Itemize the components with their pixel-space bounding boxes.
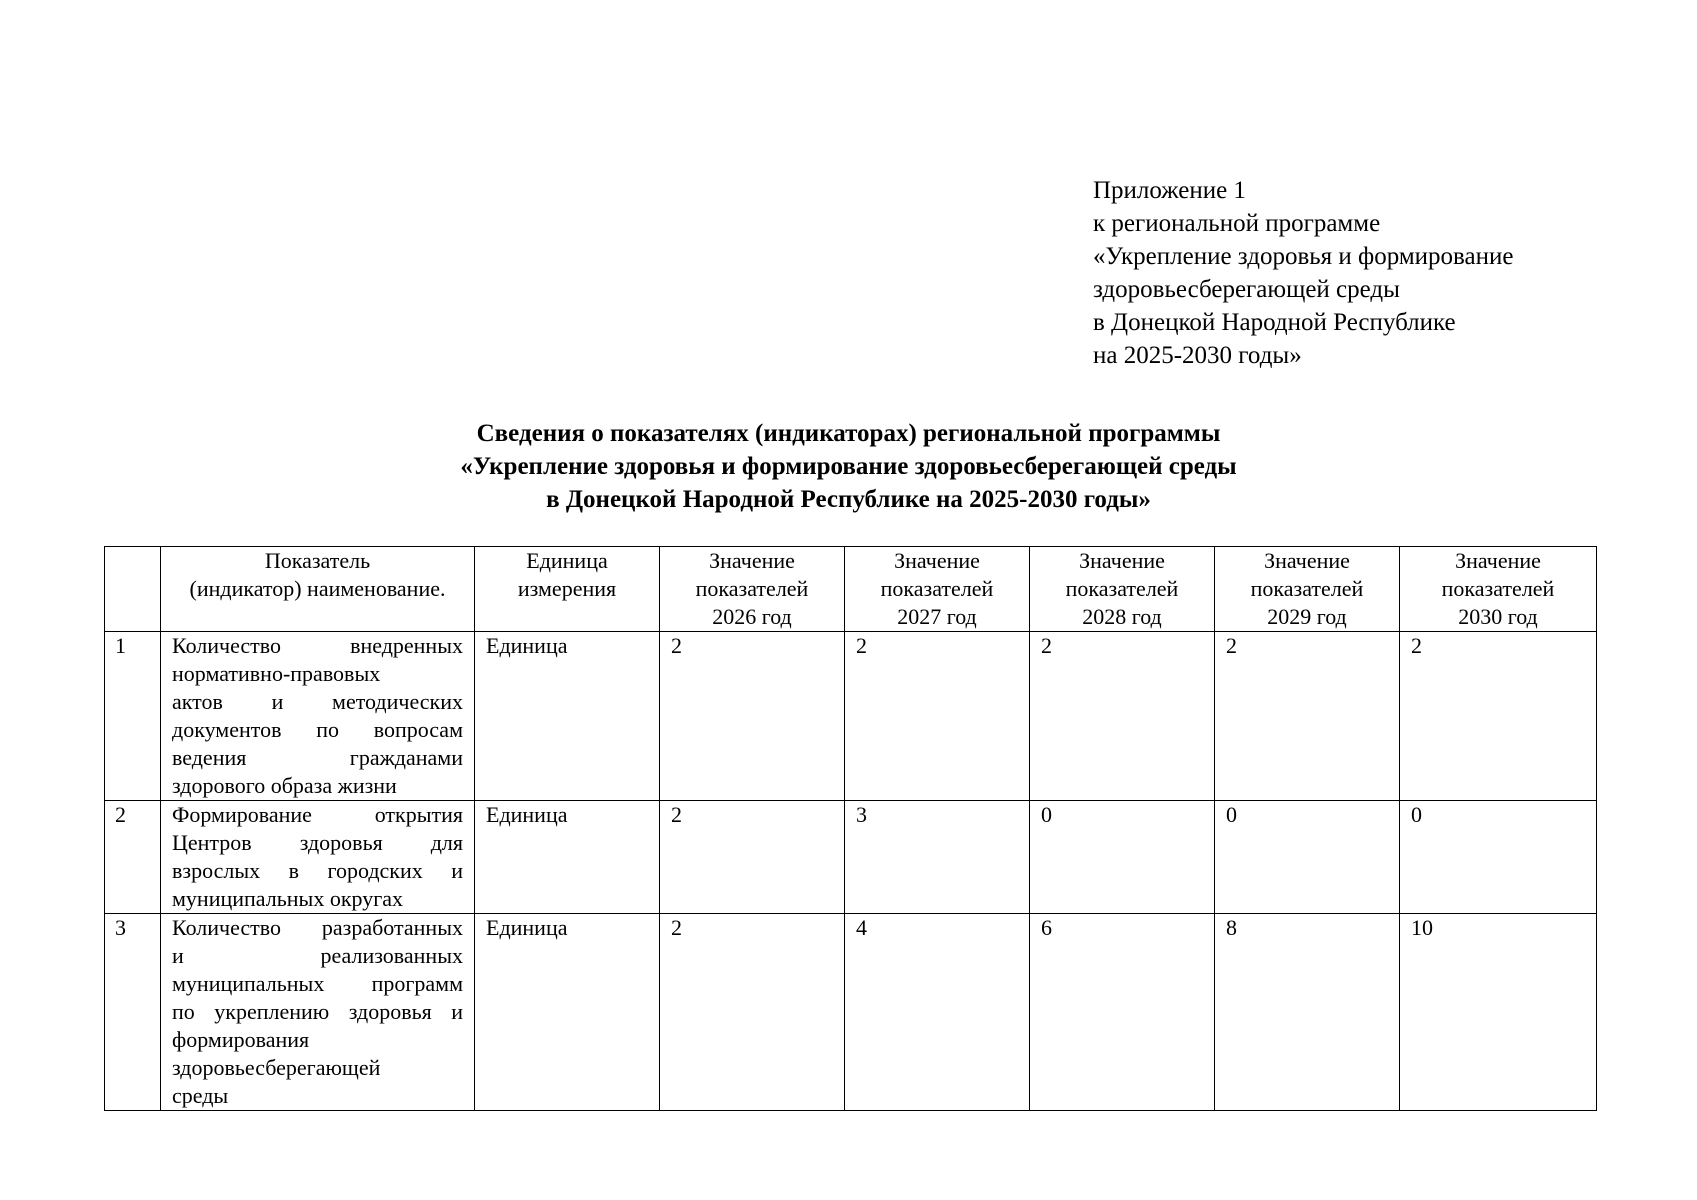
appendix-block xyxy=(1093,174,1513,372)
appendix-line: к региональной программе xyxy=(1093,210,1381,237)
value-2029: 8 xyxy=(1215,914,1400,1111)
table-row xyxy=(105,801,1597,914)
row-number: 2 xyxy=(105,801,161,914)
value-2029: 2 xyxy=(1215,632,1400,801)
value-2027: 2 xyxy=(845,632,1030,801)
unit-cell: Единица xyxy=(475,632,660,801)
document-title xyxy=(0,417,1697,516)
indicator-name-line: ведения гражданами xyxy=(172,745,463,770)
header-cell-2026: Значение показателей 2026 год xyxy=(660,547,845,632)
indicators-table xyxy=(104,546,1597,1111)
table-header-row xyxy=(105,547,1597,632)
unit-cell: Единица xyxy=(475,801,660,914)
header-cell-2029: Значение показателей 2029 год xyxy=(1215,547,1400,632)
value-2028: 6 xyxy=(1030,914,1215,1111)
appendix-line: в Донецкой Народной Республике xyxy=(1093,309,1456,336)
header-cell-2027: Значение показателей 2027 год xyxy=(845,547,1030,632)
value-2026: 2 xyxy=(660,801,845,914)
indicator-name xyxy=(161,914,475,1111)
value-2030: 0 xyxy=(1400,801,1597,914)
indicator-name-line: формирования xyxy=(172,1027,310,1052)
indicator-name-line: муниципальных округах xyxy=(172,886,403,911)
indicator-name-line: здорового образа жизни xyxy=(172,773,397,798)
appendix-line: на 2025-2030 годы» xyxy=(1093,342,1302,369)
appendix-line: Приложение 1 xyxy=(1093,177,1246,204)
indicator-name xyxy=(161,632,475,801)
table-row xyxy=(105,914,1597,1111)
indicator-name-line: Количество внедренных xyxy=(172,633,463,658)
header-cell-number xyxy=(105,547,161,632)
header-cell-unit: Единица измерения xyxy=(475,547,660,632)
indicator-name-line: Формирование открытия xyxy=(172,802,463,827)
indicator-name xyxy=(161,801,475,914)
value-2026: 2 xyxy=(660,632,845,801)
value-2028: 0 xyxy=(1030,801,1215,914)
appendix-line: здоровьесберегающей среды xyxy=(1093,276,1400,303)
value-2029: 0 xyxy=(1215,801,1400,914)
indicator-name-line: муниципальных программ xyxy=(172,971,463,996)
indicator-name-line: взрослых в городских и xyxy=(172,858,463,883)
indicator-name-line: документов по вопросам xyxy=(172,717,463,742)
indicator-name-line: Количество разработанных xyxy=(172,915,463,940)
unit-cell: Единица xyxy=(475,914,660,1111)
appendix-line: «Укрепление здоровья и формирование xyxy=(1093,243,1514,270)
header-cell-indicator: Показатель (индикатор) наименование. xyxy=(161,547,475,632)
row-number: 3 xyxy=(105,914,161,1111)
header-cell-2028: Значение показателей 2028 год xyxy=(1030,547,1215,632)
title-line: Сведения о показателях (индикаторах) региональной программы xyxy=(476,420,1221,447)
row-number: 1 xyxy=(105,632,161,801)
indicator-name-line: по укреплению здоровья и xyxy=(172,999,463,1024)
value-2030: 10 xyxy=(1400,914,1597,1111)
value-2030: 2 xyxy=(1400,632,1597,801)
value-2027: 4 xyxy=(845,914,1030,1111)
value-2026: 2 xyxy=(660,914,845,1111)
title-line: в Донецкой Народной Республике на 2025-2030 годы» xyxy=(546,486,1151,513)
indicator-name-line: актов и методических xyxy=(172,689,463,714)
table-row xyxy=(105,632,1597,801)
header-cell-2030: Значение показателей 2030 год xyxy=(1400,547,1597,632)
indicator-name-line: нормативно-правовых xyxy=(172,661,381,686)
indicator-name-line: среды xyxy=(172,1083,229,1108)
indicator-name-line: и реализованных xyxy=(172,943,463,968)
indicator-name-line: здоровьесберегающей xyxy=(172,1055,381,1080)
indicator-name-line: Центров здоровья для xyxy=(172,830,463,855)
value-2028: 2 xyxy=(1030,632,1215,801)
title-line: «Укрепление здоровья и формирование здоровьесберегающей среды xyxy=(460,453,1237,480)
value-2027: 3 xyxy=(845,801,1030,914)
